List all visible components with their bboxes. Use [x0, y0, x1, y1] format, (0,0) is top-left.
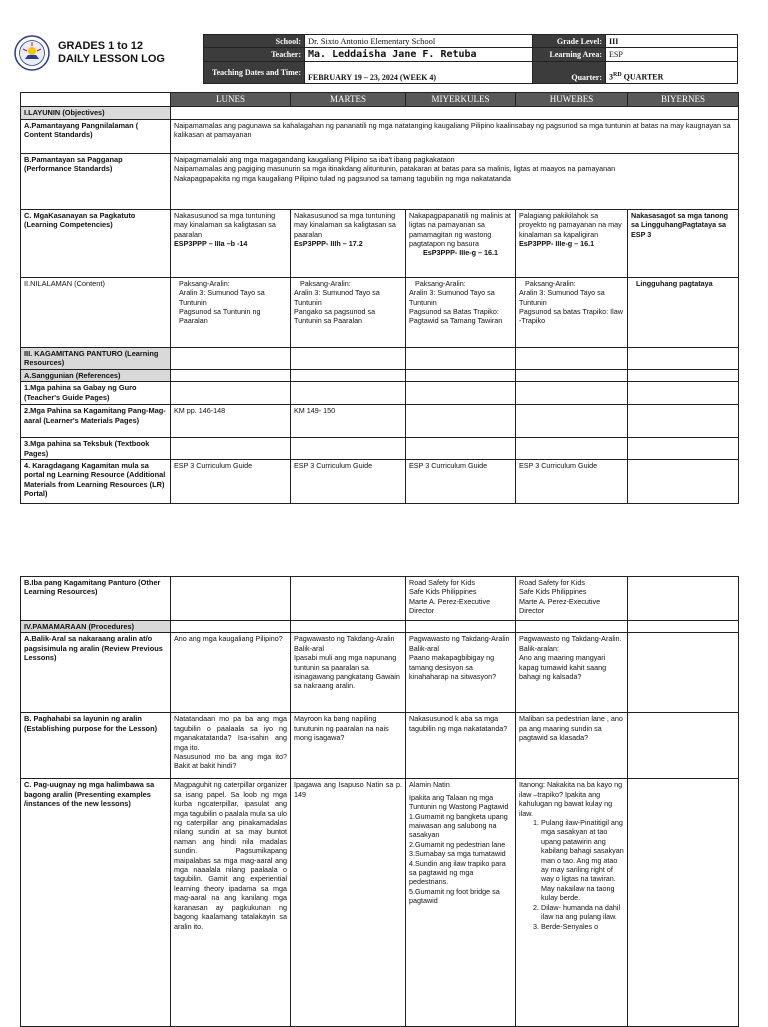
grade-level-value: III — [606, 35, 738, 48]
nilalaman-line: Pagsunod sa Batas Trapiko: Pagtawid sa Tamang Tawiran — [409, 307, 503, 326]
performance-standards-label: B.Pamantayan sa Pagganap (Performance Standards) — [21, 153, 171, 209]
nilalaman-martes — [291, 277, 406, 347]
cell-blank — [171, 369, 291, 381]
nilalaman-huwebes — [516, 277, 628, 347]
cell-blank — [628, 577, 739, 621]
balik-aral-line: Balik-aralan: — [519, 643, 559, 653]
document-title — [58, 40, 208, 66]
balik-aral-huwebes — [516, 633, 628, 713]
cell-blank — [628, 369, 739, 381]
lr-huwebes: ESP 3 Curriculum Guide — [516, 460, 628, 504]
lm-lunes: KM pp. 146-148 — [171, 405, 291, 438]
nilalaman-line: Pagsunod sa batas Trapiko: Ilaw -Trapiko — [519, 307, 623, 326]
performance-standards-line: Naipagmamalaki ang mga magagandang kaugaliang Pilipino sa iba't ibang pagkakataon — [174, 154, 455, 164]
pag-uugnay-huwebes — [516, 779, 628, 1027]
layunin-section-label: I.LAYUNIN (Objectives) — [21, 107, 171, 119]
lesson-log-table-1 — [20, 92, 739, 504]
performance-standards-text — [171, 153, 739, 209]
teaching-dates-label: Teaching Dates and Time: — [204, 62, 305, 84]
gabay-guro-label: 1.Mga pahina sa Gabay ng Guro (Teacher's Guide Pages) — [21, 382, 171, 405]
quarter-label: Quarter: — [533, 62, 606, 84]
cell-blank — [628, 621, 739, 633]
competency-text: Nakasasagot sa mga tanong sa LingguhangPagtataya sa ESP 3 — [631, 210, 729, 239]
balik-aral-line: Ano ang maaring mangyari kapag tumawid kahit saang bahagi ng kalsada? — [519, 653, 607, 682]
competency-huwebes — [516, 209, 628, 277]
lm-miyerkules — [406, 405, 516, 438]
content-standards-label: A.Pamantayang Pangnilalaman ( Content Standards) — [21, 119, 171, 153]
lr-lunes: ESP 3 Curriculum Guide — [171, 460, 291, 504]
lr-biyernes — [628, 460, 739, 504]
lr-martes: ESP 3 Curriculum Guide — [291, 460, 406, 504]
pag-uugnay-lunes: Magpaguhit ng caterpillar organizer sa isang papel. Sa loob ng mga kurba ngcaterpillar, ipasulat ang mga tagubilin o paalala mula sa ulo ng caterpillar ang pinakamadalas nilang sundin at sa may buntot naman ang hindi nila madalas sundin. Pagsumikapang maipalabas sa mga mag-aaral ang mga naaalala nilang paalaala o tagubilin. Gamit ang experiential learning theory ipadama sa mga mag-aaral na ang kanilang mga karanasan ay pagkukunan ng bagong kaalamang tatalakayin sa aralin ito. — [171, 779, 291, 1027]
day-header-blank — [21, 93, 171, 107]
pag-uugnay-line: Alamin Natin — [409, 780, 450, 790]
cell-blank — [291, 347, 406, 369]
competency-lunes — [171, 209, 291, 277]
competency-biyernes — [628, 209, 739, 277]
cell-blank — [406, 382, 516, 405]
cell-blank — [171, 438, 291, 460]
lm-huwebes — [516, 405, 628, 438]
lm-biyernes — [628, 405, 739, 438]
traffic-light-list — [519, 818, 624, 931]
balik-aral-line: Pagwawasto ng Takdang-Aralin. — [519, 634, 622, 644]
pamamaraan-label: IV.PAMAMARAAN (Procedures) — [21, 621, 171, 633]
cell-blank — [406, 438, 516, 460]
kagamitan-label: III. KAGAMITANG PANTURO (Learning Resources) — [21, 347, 171, 369]
competency-text: Nakasusunod sa mga tuntuning may kinalaman sa kaligtasan sa paaralan — [294, 210, 396, 239]
cell-blank — [171, 621, 291, 633]
pag-uugnay-line: 3.Sumabay sa mga tumatawid — [409, 849, 506, 859]
competencies-label: C. MgaKasanayan sa Pagkatuto (Learning Competencies) — [21, 209, 171, 277]
competency-code: EsP3PPP- IIIe-g – 16.1 — [519, 239, 595, 249]
school-value: Dr. Sixto Antonio Elementary School — [305, 35, 533, 48]
nilalaman-line: Pagsunod sa Tuntunin ng Paaralan — [179, 307, 261, 326]
sanggunian-label: A.Sanggunian (References) — [21, 369, 171, 381]
cell-blank — [628, 713, 739, 779]
teaching-dates-value: FEBRUARY 19 – 23, 2024 (WEEK 4) — [305, 62, 533, 84]
competency-martes — [291, 209, 406, 277]
header-info-table — [203, 34, 738, 84]
traffic-light-item: 1. Pulang ilaw-Pinatitigil ang mga sasakyan at tao upang patawirin ang kabilang bahagi sasakyan man o tao. Ang mg atao ay may sariling right of way o ligtas na tawiran. May nakailaw na taong kulay berde. — [541, 818, 624, 903]
pag-uugnay-line: 2.Gumamit ng pedestrian lane — [409, 839, 506, 849]
paghahabi-label: B. Paghahabi sa layunin ng aralin (Establishing purpose for the Lesson) — [21, 713, 171, 779]
resource-line: Marte A. Perez-Executive Director — [519, 596, 601, 616]
day-header-lunes: LUNES — [171, 93, 291, 107]
cell-blank — [628, 633, 739, 713]
performance-standards-line: Nakapagpapakita ng mga kaugaliang Pilipino tulad ng pagsunod sa tamang tagubilin ng mga nakatatanda — [174, 173, 511, 183]
other-resources-huwebes — [516, 577, 628, 621]
deped-seal — [14, 35, 50, 71]
nilalaman-line: Paksang-Aralin: — [525, 278, 576, 288]
balik-aral-martes — [291, 633, 406, 713]
learners-materials-label: 2.Mga Pahina sa Kagamitang Pang-Mag-aaral (Learner's Materials Pages) — [21, 405, 171, 438]
lr-portal-label: 4. Karagdagang Kagamitan mula sa portal ng Learning Resource (Additional Materials from Learning Resources (LR) Portal) — [21, 460, 171, 504]
paghahabi-miyerkules: Nakasusunod k aba sa mga tagubilin ng mga nakatatanda? — [406, 713, 516, 779]
cell-blank — [628, 438, 739, 460]
teksbuk-label: 3.Mga pahina sa Teksbuk (Textbook Pages) — [21, 438, 171, 460]
teacher-value: Ma. Leddaisha Jane F. Retuba — [305, 48, 533, 62]
balik-aral-line: Paano makapagbibigay ng tamang desisyon sa kinahaharap na sitwasyon? — [409, 653, 497, 682]
traffic-light-item: 3. Berde-Senyales o — [541, 922, 624, 931]
quarter-value — [606, 62, 738, 84]
cell-blank — [516, 347, 628, 369]
pag-uugnay-line: Ipakita ang Talaan ng mga Tuntunin ng Wastong Pagtawid — [409, 792, 509, 812]
competency-text: Palagiang pakikilahok sa proyekto ng pamayanan na may kinalaman sa kapaligiran — [519, 210, 622, 239]
nilalaman-line: Aralin 3: Sumunod Tayo sa Tuntunin — [179, 288, 265, 307]
day-header-biyernes: BIYERNES — [628, 93, 739, 107]
quarter-number: 3 — [609, 73, 613, 82]
layunin-blank — [171, 107, 739, 119]
other-resources-label: B.Iba pang Kagamitang Panturo (Other Learning Resources) — [21, 577, 171, 621]
grade-level-label: Grade Level: — [533, 35, 606, 48]
teacher-label: Teacher: — [204, 48, 305, 62]
pag-uugnay-martes: Ipagawa ang Isapuso Natin sa p. 149 — [291, 779, 406, 1027]
nilalaman-line: Aralin 3: Sumunod Tayo sa Tuntunin — [409, 288, 495, 307]
cell-blank — [171, 577, 291, 621]
cell-blank — [516, 621, 628, 633]
day-header-martes: MARTES — [291, 93, 406, 107]
resource-line: Road Safety for Kids — [409, 578, 475, 587]
day-header-huwebes: HUWEBES — [516, 93, 628, 107]
nilalaman-line: Paksang-Aralin: — [300, 278, 351, 288]
lesson-log-table-2 — [20, 576, 739, 1027]
title-line-2: DAILY LESSON LOG — [58, 53, 165, 65]
nilalaman-biyernes — [628, 277, 739, 347]
cell-blank — [171, 382, 291, 405]
lr-miyerkules: ESP 3 Curriculum Guide — [406, 460, 516, 504]
day-header-miyerkules: MIYERKULES — [406, 93, 516, 107]
cell-blank — [291, 577, 406, 621]
cell-blank — [516, 382, 628, 405]
cell-blank — [628, 779, 739, 1027]
lm-martes: KM 149- 150 — [291, 405, 406, 438]
nilalaman-line: Paksang-Aralin: — [179, 278, 230, 288]
pag-uugnay-label: C. Pag-uugnay ng mga halimbawa sa bagong aralin (Presenting examples /instances of the new lessons) — [21, 779, 171, 1027]
competency-code: EsP3PPP- IIIe-g – 16.1 — [422, 248, 499, 258]
balik-aral-line: Pagwawasto ng Takdang-Aralin Balik-aral — [409, 634, 510, 653]
learning-area-value: ESP — [606, 48, 738, 62]
paghahabi-lunes — [171, 713, 291, 779]
balik-aral-line: Ipasabi muli ang mga napunang tuntunin sa paaralan sa isinagawang pangkatang Gawain sa nakraang aralin. — [294, 653, 400, 691]
cell-blank — [171, 347, 291, 369]
pag-uugnay-line: 4.Sundin ang ilaw trapiko para sa pagtawid ng mga pedestrians. — [409, 858, 506, 887]
balik-aral-line: Pagwawasto ng Takdang-Aralin Balik-aral — [294, 634, 395, 653]
balik-aral-lunes: Ano ang mga kaugaliang Pilipino? — [171, 633, 291, 713]
paghahabi-huwebes: Maliban sa pedestrian lane , ano pa ang maaring sundin sa pagtawid sa klasada? — [516, 713, 628, 779]
school-label: School: — [204, 35, 305, 48]
performance-standards-line: Naipamamalas ang pagiging masunurin sa mga itinakdang alituntunin, patakaran at batas para sa malinis, ligtas at maayos na pamayanan — [174, 164, 616, 174]
cell-blank — [291, 369, 406, 381]
pag-uugnay-line: 5.Gumamit ng foot bridge sa pagtawid — [409, 886, 500, 906]
other-resources-miyerkules — [406, 577, 516, 621]
cell-blank — [516, 369, 628, 381]
nilalaman-label: II.NILALAMAN (Content) — [21, 277, 171, 347]
cell-blank — [628, 347, 739, 369]
balik-aral-miyerkules — [406, 633, 516, 713]
content-standards-line: kalikasan at pamayanan — [174, 130, 252, 140]
nilalaman-line: Paksang-Aralin: — [415, 278, 466, 288]
pag-uugnay-miyerkules — [406, 779, 516, 1027]
quarter-suffix: RD — [613, 72, 622, 79]
content-standards-text — [171, 119, 739, 153]
cell-blank — [406, 369, 516, 381]
nilalaman-line: Lingguhang pagtataya — [636, 278, 713, 288]
competency-code: EsP3PPP- IIIh – 17.2 — [294, 239, 363, 249]
competency-text: Nakasusunod sa mga tuntuning may kinalaman sa kaligtasan sa paaralan — [174, 210, 276, 239]
cell-blank — [628, 382, 739, 405]
nilalaman-lunes — [171, 277, 291, 347]
competency-text: Nakapagpapanatili ng malinis at ligtas na pamayanan sa pamamagitan ng wastong pagtatapon ng basura — [409, 210, 511, 249]
title-line-1: GRADES 1 to 12 — [58, 40, 143, 52]
nilalaman-line: Pangako sa pagsunod sa Tuntunin sa Paaralan — [294, 307, 376, 326]
resource-line: Marte A. Perez-Executive Director — [409, 596, 491, 616]
paghahabi-line: Nasusunod mo ba ang mga ito? Bakit at bakit hindi? — [174, 752, 287, 771]
content-standards-line: Naipamamalas ang pagunawa sa kahalagahan ng pananatili ng mga natatanging kaugaliang Pilipino kaalinsabay ng pagsunod sa mga tuntunin at batas na may kaugnayan sa — [174, 120, 731, 130]
cell-blank — [291, 621, 406, 633]
quarter-word: QUARTER — [623, 73, 664, 82]
nilalaman-line: Aralin 3: Sumunod Tayo sa Tuntunin — [519, 288, 605, 307]
learning-area-label: Learning Area: — [533, 48, 606, 62]
resource-line: Road Safety for Kids — [519, 578, 585, 587]
paghahabi-line: Natatandaan mo pa ba ang mga tagubilin o paalaala sa iyo ng mganakatatanda? Isa-isahin ang mga ito. — [174, 714, 287, 752]
paghahabi-martes: Mayroon ka bang napiling tunutunin ng paaralan na nais mong isagawa? — [291, 713, 406, 779]
competency-miyerkules — [406, 209, 516, 277]
cell-blank — [291, 382, 406, 405]
cell-blank — [406, 347, 516, 369]
balik-aral-label: A.Balik-Aral sa nakaraang aralin at/o pagsisimula ng aralin (Review Previous Lessons) — [21, 633, 171, 713]
pag-uugnay-intro: Itanong: Nakakita na ba kayo ng ilaw –trapiko? Ipakita ang kahulugan ng bawat kulay ng ilaw. — [519, 780, 623, 818]
nilalaman-miyerkules — [406, 277, 516, 347]
cell-blank — [291, 438, 406, 460]
competency-code: ESP3PPP – IIIa –b -14 — [174, 239, 248, 249]
cell-blank — [406, 621, 516, 633]
resource-line: Safe Kids Philippines — [519, 587, 587, 597]
cell-blank — [516, 438, 628, 460]
nilalaman-line: Aralin 3: Sumunod Tayo sa Tuntunin — [294, 288, 380, 307]
resource-line: Safe Kids Philippines — [409, 587, 477, 597]
pag-uugnay-line: 1.Gumamit ng bangketa upang maiwasan ang salubong na sasakyan — [409, 811, 508, 840]
traffic-light-item: 2. Dilaw- humanda na dahil ilaw na ang pulang ilaw. — [541, 903, 624, 922]
